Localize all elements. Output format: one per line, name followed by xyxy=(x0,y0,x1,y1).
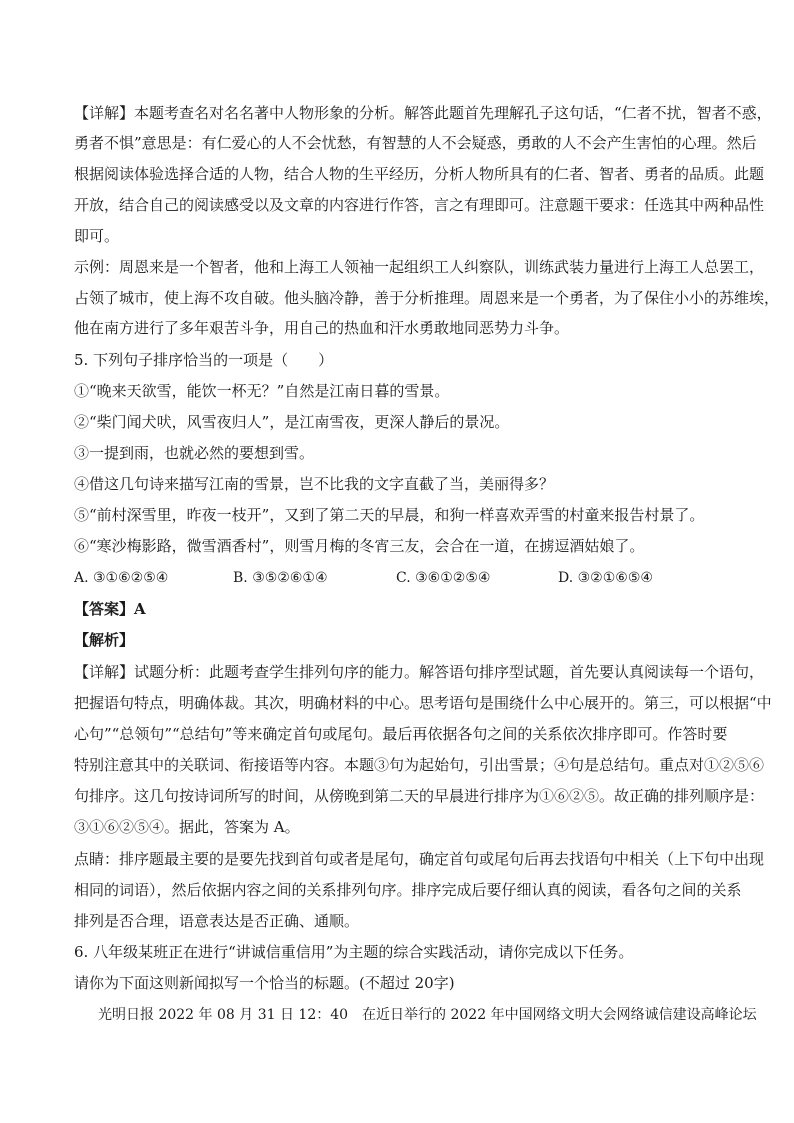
analysis-line: 特别注意其中的关联词、衔接语等内容。本题③句为起始句，引出雪景；④句是总结句。重点对①②⑤⑥ xyxy=(74,756,765,774)
detail-line: 【详解】本题考查名对名名著中人物形象的分析。解答此题首先理解孔子这句话，“仁者不扰，智者不惑， xyxy=(74,104,772,122)
analysis-heading: 【解析】 xyxy=(74,631,135,649)
analysis-line: ③①⑥②⑤④。据此，答案为 A。 xyxy=(74,818,300,836)
sentence-item: ④借这几句诗来描写江南的雪景，岂不比我的文字直截了当，美丽得多？ xyxy=(74,475,555,493)
sentence-item: ②“柴门闻犬吠，风雪夜归人”，是江南雪夜，更深人静后的景况。 xyxy=(74,413,510,431)
analysis-line: 句排序。这几句按诗词所写的时间，从傍晚到第二天的早晨进行排序为①⑥②⑤。故正确的排列顺序是： xyxy=(74,787,765,805)
question-6-stem: 6. 八年级某班正在进行“讲诚信重信用”为主题的综合实践活动，请你完成以下任务。 xyxy=(74,943,634,961)
example-line: 示例：周恩来是一个智者，他和上海工人领袖一起组织工人纠察队，训练武装力量进行上海工人总罢工， xyxy=(74,258,765,276)
question-5-stem: 5. 下列句子排序恰当的一项是（ ） xyxy=(74,351,334,369)
question-6-task: 请你为下面这则新闻拟写一个恰当的标题。(不超过 20字) xyxy=(74,974,455,992)
detail-line: 根据阅读体验选择合适的人物，结合人物的生平经历，分析人物所具有的仁者、智者、勇者的品质。此题 xyxy=(74,165,765,183)
detail-line: 即可。 xyxy=(74,227,120,245)
example-line: 占领了城市，使上海不攻自破。他头脑冷静，善于分析推理。周恩来是一个勇者，为了保住小小的苏维埃， xyxy=(74,289,780,307)
analysis-line: 【详解】试题分析：此题考查学生排列句序的能力。解答语句排序型试题，首先要认真阅读每一个语句， xyxy=(74,663,765,681)
tip-line: 排列是否合理，语意表达是否正确、通顺。 xyxy=(74,912,360,930)
news-excerpt: 光明日报 2022 年 08 月 31 日 12：40 在近日举行的 2022 年中国网络文明大会网络诚信建设高峰论坛 xyxy=(98,1007,757,1023)
option-a: A. ③①⑥②⑤④ xyxy=(74,570,169,586)
example-line: 他在南方进行了多年艰苦斗争，用自己的热血和汗水勇敢地同恶势力斗争。 xyxy=(74,319,570,337)
tip-line: 相同的词语），然后依据内容之间的关系排列句序。排序完成后要仔细认真的阅读，看各句之间的关系 xyxy=(74,881,742,899)
sentence-item: ⑤“前村深雪里，昨夜一枝开”，又到了第二天的早晨，和狗一样喜欢弄雪的村童来报告村景了。 xyxy=(74,506,705,524)
sentence-item: ⑥“寒沙梅影路，微雪酒香村”，则雪月梅的冬宵三友，会合在一道，在掳逗酒姑娘了。 xyxy=(74,537,645,555)
answer-label: 【答案】A xyxy=(74,600,146,618)
detail-line: 开放，结合自己的阅读感受以及文章的内容进行作答，言之有理即可。注意题干要求：任选其中两种品性 xyxy=(74,196,765,214)
analysis-line: 把握语句特点，明确体裁。其次，明确材料的中心。思考语句是围绕什么中心展开的。第三，可以根据“中 xyxy=(74,694,772,712)
sentence-item: ①“晚来天欲雪，能饮一杯无？”自然是江南日暮的雪景。 xyxy=(74,382,450,400)
option-c: C. ③⑥①②⑤④ xyxy=(396,570,491,586)
analysis-line: 心句”“总领句”“总结句”等来确定首句或尾句。最后再依据各句之间的关系依次排序即可。作答时要 xyxy=(74,725,728,743)
option-b: B. ③⑤②⑥①④ xyxy=(233,570,328,586)
tip-line: 点睛：排序题最主要的是要先找到首句或者是尾句，确定首句或尾句后再去找语句中相关（上下句中出现 xyxy=(74,850,765,868)
sentence-item: ③一提到雨，也就必然的要想到雪。 xyxy=(74,444,315,462)
option-d: D. ③②①⑥⑤④ xyxy=(558,570,653,586)
detail-line: 勇者不惧”意思是：有仁爱心的人不会忧愁，有智慧的人不会疑惑，勇敢的人不会产生害怕的心理。然后 xyxy=(74,134,757,152)
